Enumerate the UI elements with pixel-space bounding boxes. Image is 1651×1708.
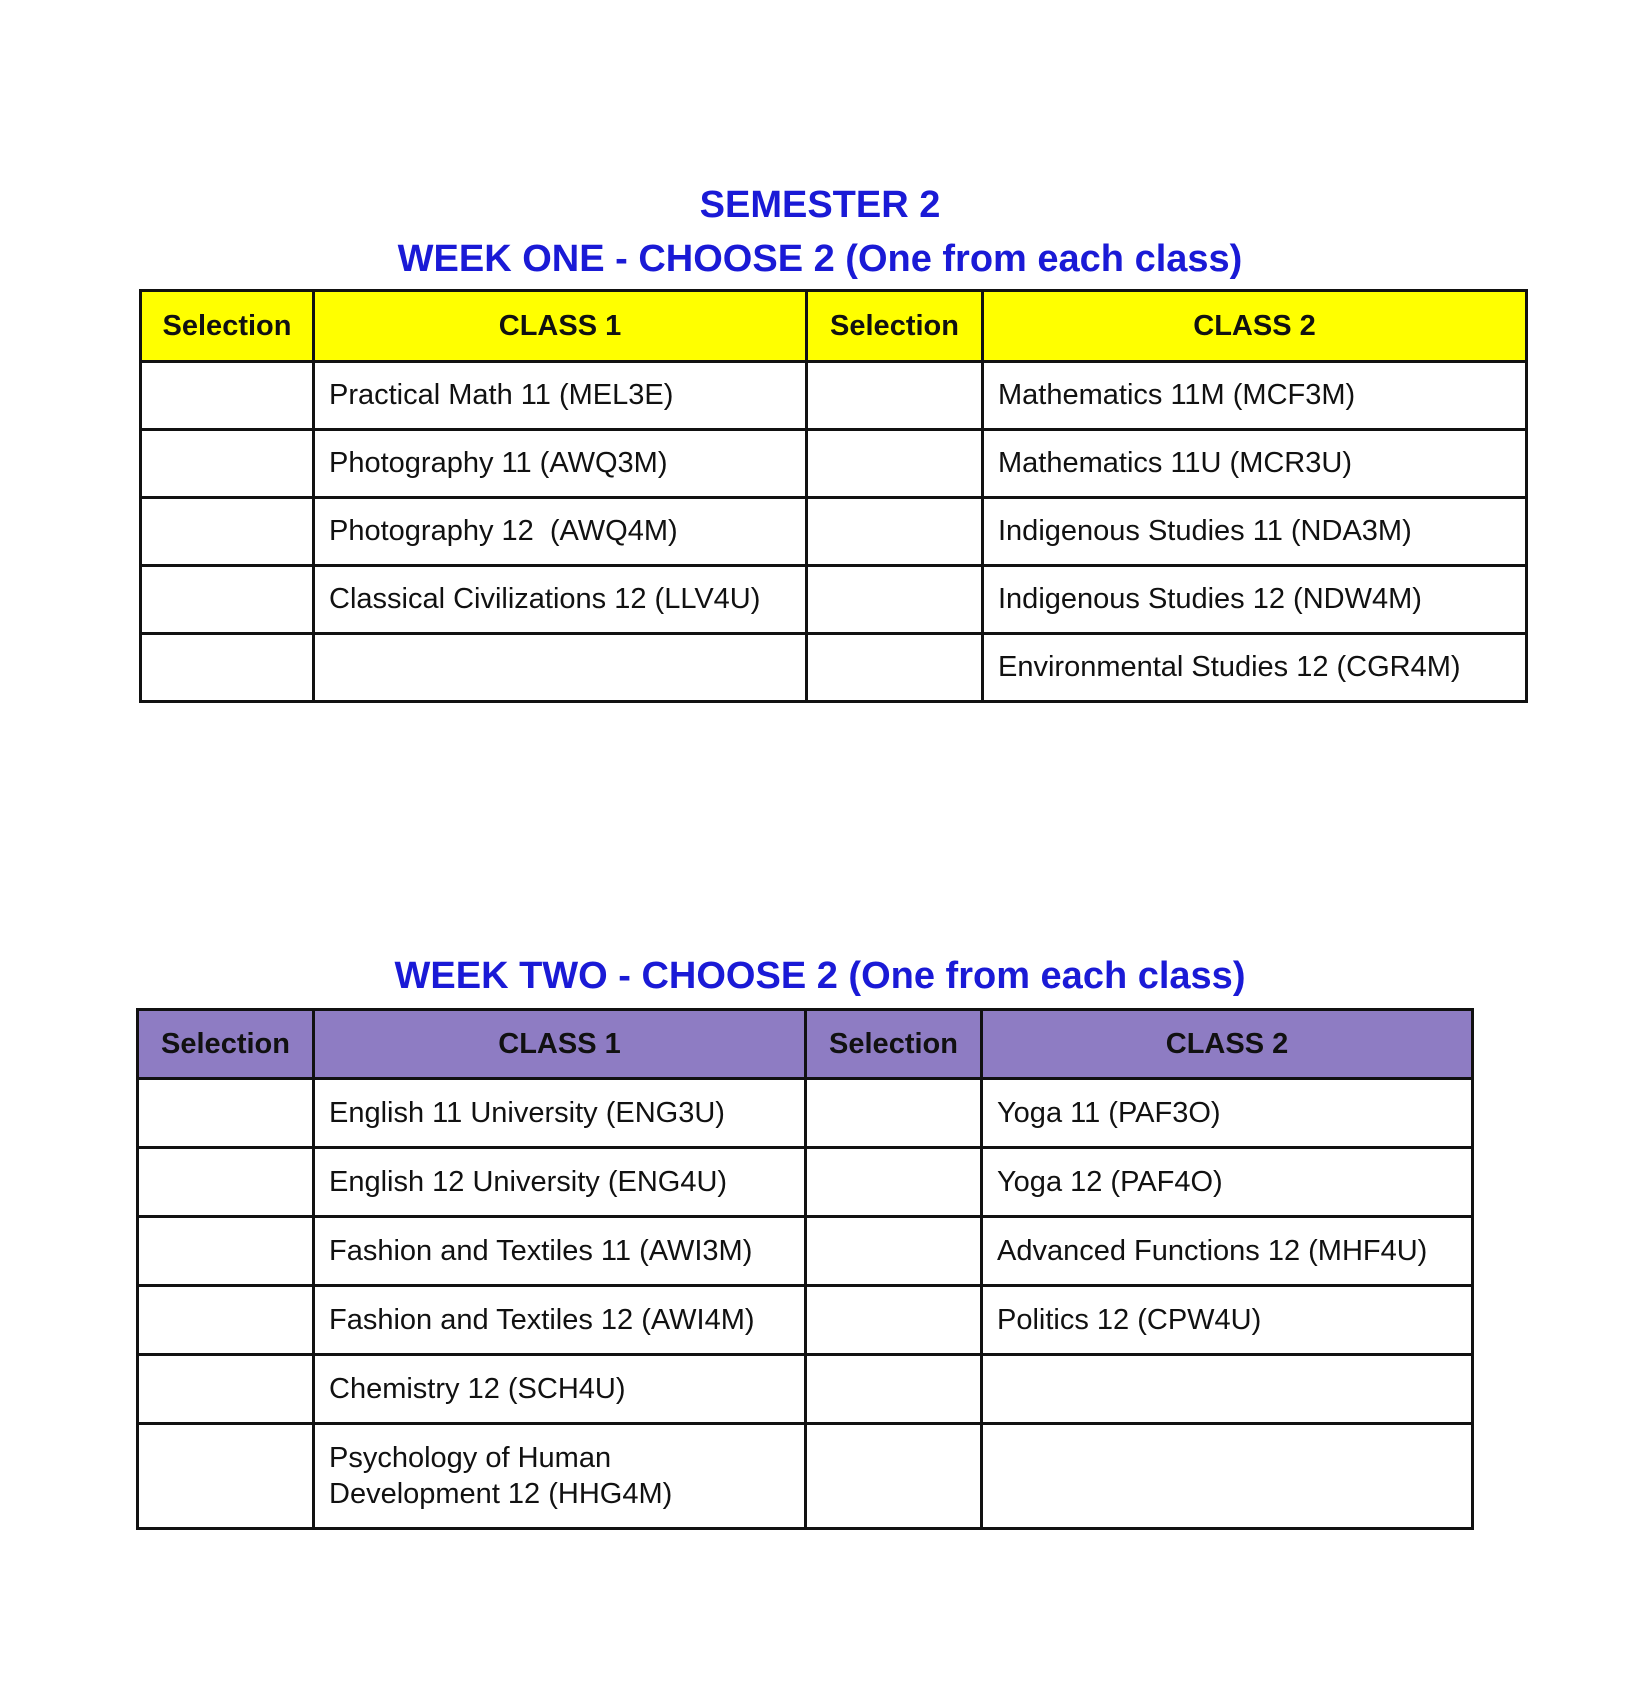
- class-2-header: CLASS 2: [982, 1010, 1473, 1079]
- selection-cell[interactable]: [138, 1424, 314, 1529]
- class-1-header: CLASS 1: [314, 1010, 806, 1079]
- selection-header: Selection: [806, 1010, 982, 1079]
- table-row: [138, 1286, 1473, 1355]
- class-2-header: CLASS 2: [983, 291, 1527, 362]
- selection-cell[interactable]: [806, 1286, 982, 1355]
- selection-cell[interactable]: [138, 1079, 314, 1148]
- selection-cell[interactable]: [807, 498, 983, 566]
- class-1-course: Fashion and Textiles 12 (AWI4M): [314, 1286, 806, 1355]
- selection-cell[interactable]: [141, 566, 314, 634]
- class-2-course: Politics 12 (CPW4U): [982, 1286, 1473, 1355]
- selection-header: Selection: [138, 1010, 314, 1079]
- semester-title: SEMESTER 2: [699, 184, 941, 226]
- selection-header: Selection: [141, 291, 314, 362]
- week-two-title: WEEK TWO - CHOOSE 2 (One from each class): [394, 955, 1246, 997]
- class-1-course: Chemistry 12 (SCH4U): [314, 1355, 806, 1424]
- table-row: [141, 430, 1527, 498]
- class-1-course: English 11 University (ENG3U): [314, 1079, 806, 1148]
- table-row: [138, 1217, 1473, 1286]
- selection-cell[interactable]: [807, 362, 983, 430]
- class-1-course: Classical Civilizations 12 (LLV4U): [314, 566, 807, 634]
- selection-cell[interactable]: [807, 634, 983, 702]
- class-2-course: Yoga 12 (PAF4O): [982, 1148, 1473, 1217]
- table-header-row: [138, 1010, 1473, 1079]
- selection-cell[interactable]: [138, 1355, 314, 1424]
- course-line-1: Psychology of Human: [329, 1441, 612, 1474]
- class-1-course: Photography 11 (AWQ3M): [314, 430, 807, 498]
- table-row: [138, 1148, 1473, 1217]
- class-1-header: CLASS 1: [314, 291, 807, 362]
- table-header-row: [141, 291, 1527, 362]
- selection-cell[interactable]: [141, 362, 314, 430]
- class-1-course: English 12 University (ENG4U): [314, 1148, 806, 1217]
- class-1-course: [314, 634, 807, 702]
- selection-cell[interactable]: [138, 1217, 314, 1286]
- selection-cell[interactable]: [138, 1148, 314, 1217]
- selection-cell[interactable]: [141, 498, 314, 566]
- week-one-title: WEEK ONE - CHOOSE 2 (One from each class): [397, 238, 1243, 280]
- table-row: [141, 362, 1527, 430]
- table-row: [141, 634, 1527, 702]
- class-2-course: Mathematics 11U (MCR3U): [983, 430, 1527, 498]
- week-one-table: [139, 289, 1528, 703]
- selection-cell[interactable]: [806, 1355, 982, 1424]
- class-1-course: Fashion and Textiles 11 (AWI3M): [314, 1217, 806, 1286]
- course-line-2: Development 12 (HHG4M): [329, 1478, 673, 1510]
- selection-cell[interactable]: [806, 1424, 982, 1529]
- class-1-course: [314, 1424, 806, 1529]
- selection-cell[interactable]: [806, 1079, 982, 1148]
- class-1-course: Photography 12 (AWQ4M): [314, 498, 807, 566]
- class-2-course: Advanced Functions 12 (MHF4U): [982, 1217, 1473, 1286]
- table-row: [138, 1424, 1473, 1529]
- class-2-course: Environmental Studies 12 (CGR4M): [983, 634, 1527, 702]
- class-2-course: [982, 1424, 1473, 1529]
- table-row: [141, 498, 1527, 566]
- class-1-course: Practical Math 11 (MEL3E): [314, 362, 807, 430]
- class-2-course: Indigenous Studies 12 (NDW4M): [983, 566, 1527, 634]
- selection-cell[interactable]: [807, 430, 983, 498]
- class-2-course: Mathematics 11M (MCF3M): [983, 362, 1527, 430]
- class-2-course: [982, 1355, 1473, 1424]
- selection-cell[interactable]: [141, 634, 314, 702]
- class-2-course: Indigenous Studies 11 (NDA3M): [983, 498, 1527, 566]
- week-two-table: [136, 1008, 1474, 1530]
- class-2-course: Yoga 11 (PAF3O): [982, 1079, 1473, 1148]
- selection-cell[interactable]: [806, 1217, 982, 1286]
- selection-cell[interactable]: [807, 566, 983, 634]
- table-row: [138, 1355, 1473, 1424]
- selection-cell[interactable]: [806, 1148, 982, 1217]
- selection-header: Selection: [807, 291, 983, 362]
- selection-cell[interactable]: [141, 430, 314, 498]
- selection-cell[interactable]: [138, 1286, 314, 1355]
- table-row: [138, 1079, 1473, 1148]
- table-row: [141, 566, 1527, 634]
